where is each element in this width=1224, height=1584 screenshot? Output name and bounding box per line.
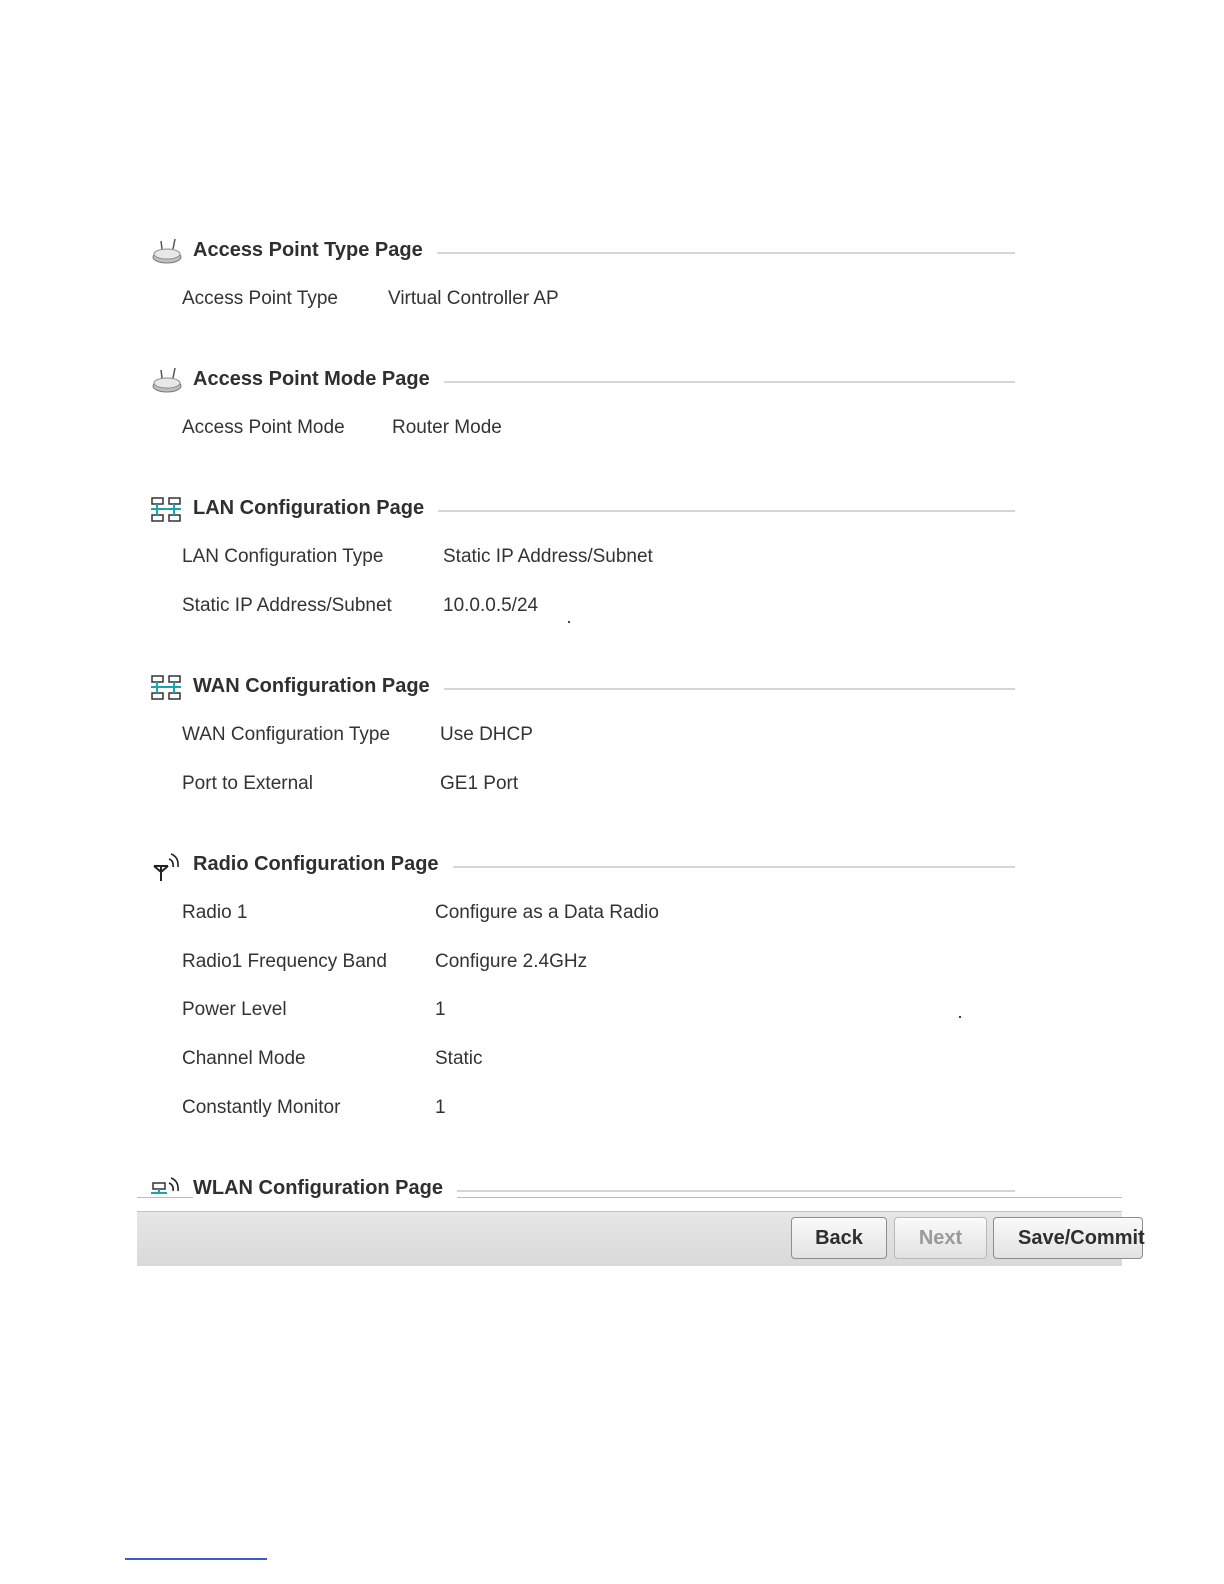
row-label: WAN Configuration Type: [182, 724, 391, 745]
section-title: Access Point Type Page: [193, 239, 437, 262]
stray-dot: [568, 621, 570, 623]
back-button[interactable]: Back: [791, 1217, 887, 1259]
row-label: Radio1 Frequency Band: [182, 951, 387, 972]
wizard-summary-panel: [137, 225, 1145, 1265]
footnote-separator: [125, 1558, 267, 1560]
access-point-icon: [151, 366, 183, 396]
row-value: 1: [435, 1097, 446, 1118]
row-value: Static: [435, 1048, 483, 1069]
network-icon: [151, 495, 183, 525]
section-header: [137, 362, 1122, 398]
row-value: Router Mode: [392, 417, 502, 438]
section-radio-configuration: [137, 847, 1122, 1118]
row-value: Configure as a Data Radio: [435, 902, 659, 923]
row-label: Channel Mode: [182, 1048, 306, 1069]
section-header: [137, 233, 1122, 269]
section-header: [137, 847, 1122, 883]
row-value: Virtual Controller AP: [388, 288, 559, 309]
section-wan-configuration: [137, 669, 1122, 794]
section-access-point-mode: [137, 362, 1122, 438]
row-label: Radio 1: [182, 902, 248, 923]
row-label: Constantly Monitor: [182, 1097, 341, 1118]
access-point-icon: [151, 237, 183, 267]
wlan-icon: [151, 1175, 183, 1205]
section-header: [137, 491, 1122, 527]
section-header: [137, 669, 1122, 705]
row-label: Access Point Type: [182, 288, 338, 309]
row-label: Port to External: [182, 773, 313, 794]
section-title: WLAN Configuration Page: [193, 1177, 457, 1200]
row-value: Configure 2.4GHz: [435, 951, 588, 972]
wizard-button-bar: [137, 1211, 1145, 1266]
network-icon: [151, 673, 183, 703]
row-label: Access Point Mode: [182, 417, 345, 438]
save-commit-button[interactable]: Save/Commit: [993, 1217, 1143, 1259]
row-label: Static IP Address/Subnet: [182, 595, 392, 616]
stray-dot: [959, 1016, 961, 1018]
row-value: 10.0.0.5/24: [443, 595, 539, 616]
section-title: LAN Configuration Page: [193, 497, 438, 520]
section-wlan-configuration: [137, 1171, 1122, 1207]
row-label: Power Level: [182, 999, 287, 1020]
row-label: LAN Configuration Type: [182, 546, 384, 567]
section-lan-configuration: [137, 491, 1122, 616]
section-header: [137, 1171, 1122, 1207]
section-access-point-type: [137, 233, 1122, 309]
section-title: Radio Configuration Page: [193, 853, 453, 876]
section-title: WAN Configuration Page: [193, 675, 444, 698]
next-button[interactable]: Next: [894, 1217, 987, 1259]
row-value: 1: [435, 999, 446, 1020]
summary-scroll-area[interactable]: [137, 225, 1122, 1197]
radio-antenna-icon: [151, 851, 183, 881]
row-value: Use DHCP: [440, 724, 533, 745]
section-title: Access Point Mode Page: [193, 368, 444, 391]
row-value: GE1 Port: [440, 773, 519, 794]
row-value: Static IP Address/Subnet: [443, 546, 653, 567]
